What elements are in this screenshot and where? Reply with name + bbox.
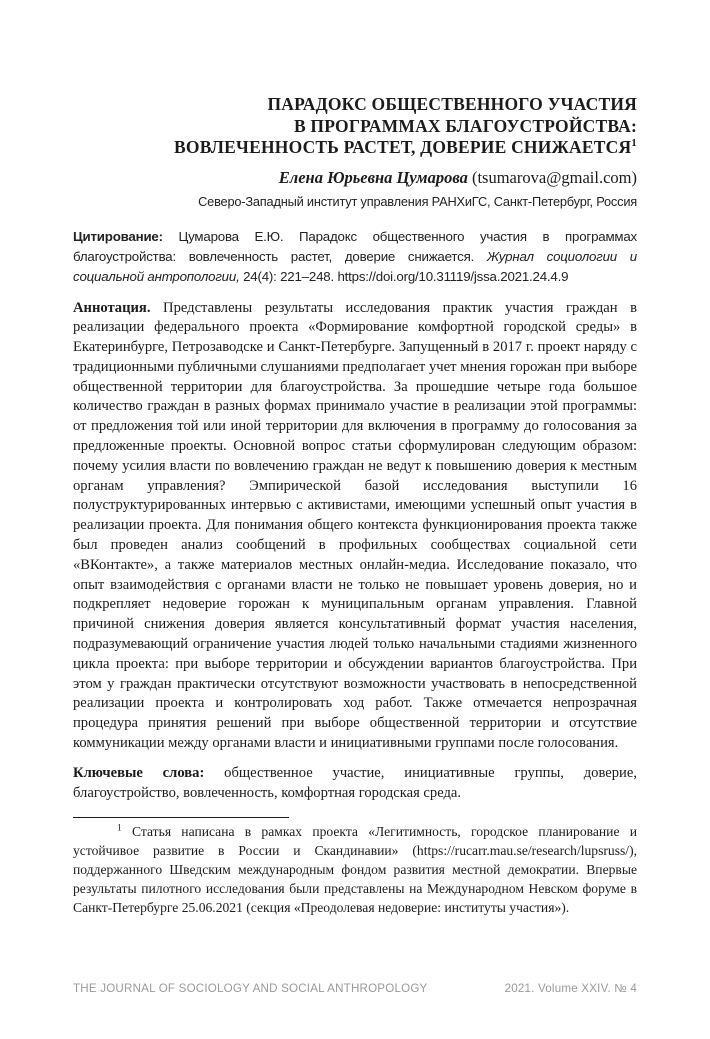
citation-journal-name: Журнал социологии и социальной антропологии, <box>73 248 637 284</box>
citation-paragraph <box>73 227 637 287</box>
keywords-text: общественное участие, инициативные группы, доверие, благоустройство, вовлеченность, комфортная городская среда. <box>73 764 637 801</box>
footer-issue-info: 2021. Volume XXIV. № 4 <box>504 982 637 995</box>
abstract-text: Представлены результаты исследования практик участия граждан в реализации федерального проекта «Формирование комфортной городской среды» в Екатеринбурге, Петрозаводске и Санкт-Петербурге. Запущенный в 2017 г. проект наряду с традиционными публичными слушаниями предполагает учет мнения горожан при выборе общественной территории для благоустройства. За прошедшие четыре года большое количество граждан в разных формах принимало участие в реализации этой программы: от предложения той или иной территории для включения в программу до голосования за предложенные проекты. Основной вопрос статьи сформулирован следующим образом: почему усилия власти по вовлечению граждан не ведут к повышению доверия к местным органам управления? Эмпирической базой исследования выступили 16 полуструктурированных интервью с активистами, имеющими успешный опыт участия в реализации проекта. Для понимания общего контекста функционирования проекта также был проведен анализ сообщений в профильных сообществах социальной сети «ВКонтакте», а также материалов местных онлайн-медиа. Исследование показало, что опыт взаимодействия с органами власти не только не повышает уровень доверия, но и подкрепляет недоверие горожан к муниципальным органам управления. Главной причиной снижения доверия является консультативный формат участия населения, подразумевающий ограничение участия людей только начальными стадиями жизненного цикла проекта: при выборе территории и обсуждении вариантов благоустройства. При этом у граждан практически отсутствуют возможности участвовать в непосредственной реализации проекта и контролировать ход работ. Также отмечается непрозрачная процедура принятия решений при выборе общественной территории и отсутствие коммуникации между органами власти и инициативными группами после голосования. <box>73 299 637 752</box>
author-email: (tsumarova@gmail.com) <box>471 167 637 187</box>
keywords-label: Ключевые слова: <box>73 764 205 781</box>
page-footer <box>73 982 637 996</box>
footnote-marker: 1 <box>117 823 122 834</box>
title-footnote-marker: 1 <box>631 137 637 150</box>
article-title-line-1: ПАРАДОКС ОБЩЕСТВЕННОГО УЧАСТИЯ <box>267 94 637 114</box>
footer-journal-name: THE JOURNAL OF SOCIOLOGY AND SOCIAL ANTHROPOLOGY <box>73 982 428 995</box>
article-title <box>73 94 637 159</box>
footnote-separator-rule <box>73 817 289 818</box>
citation-volume-doi: 24(4): 221–248. https://doi.org/10.31119/jssa.2021.24.4.9 <box>243 268 569 284</box>
footnote-block <box>73 817 637 917</box>
abstract-paragraph <box>73 299 637 754</box>
author-name: Елена Юрьевна Цумарова <box>278 167 468 187</box>
footnote-text: Статья написана в рамках проекта «Легитимность, городское планирование и устойчивое развитие в России и Скандинавии» (https://rucarr.mau.se/research/lupsruss/), поддержанного Шведским международным фондом развития местной демократии. Впервые результаты пилотного исследования были представлены на Международном Невском форуме в Санкт-Петербурге 25.06.2021 (секция «Преодолевая недоверие: институты участия»). <box>73 824 637 915</box>
article-first-page <box>73 0 637 917</box>
article-title-line-3-text: ВОВЛЕЧЕННОСТЬ РАСТЕТ, ДОВЕРИЕ СНИЖАЕТСЯ <box>174 137 632 157</box>
author-line <box>73 167 637 188</box>
article-title-line-2: В ПРОГРАММАХ БЛАГОУСТРОЙСТВА: <box>293 115 637 136</box>
abstract-label: Аннотация. <box>73 299 151 316</box>
author-affiliation: Северо-Западный институт управления РАНХиГС, Санкт-Петербург, Россия <box>198 193 637 209</box>
keywords-paragraph <box>73 764 637 804</box>
footnote-text-paragraph <box>73 823 637 917</box>
article-title-line-3 <box>73 137 637 159</box>
citation-label: Цитирование: <box>73 228 163 244</box>
citation-text: Цумарова Е.Ю. Парадокс общественного участия в программах благоустройства: вовлеченность растет, доверие снижается. <box>73 228 637 264</box>
title-block <box>73 0 637 210</box>
